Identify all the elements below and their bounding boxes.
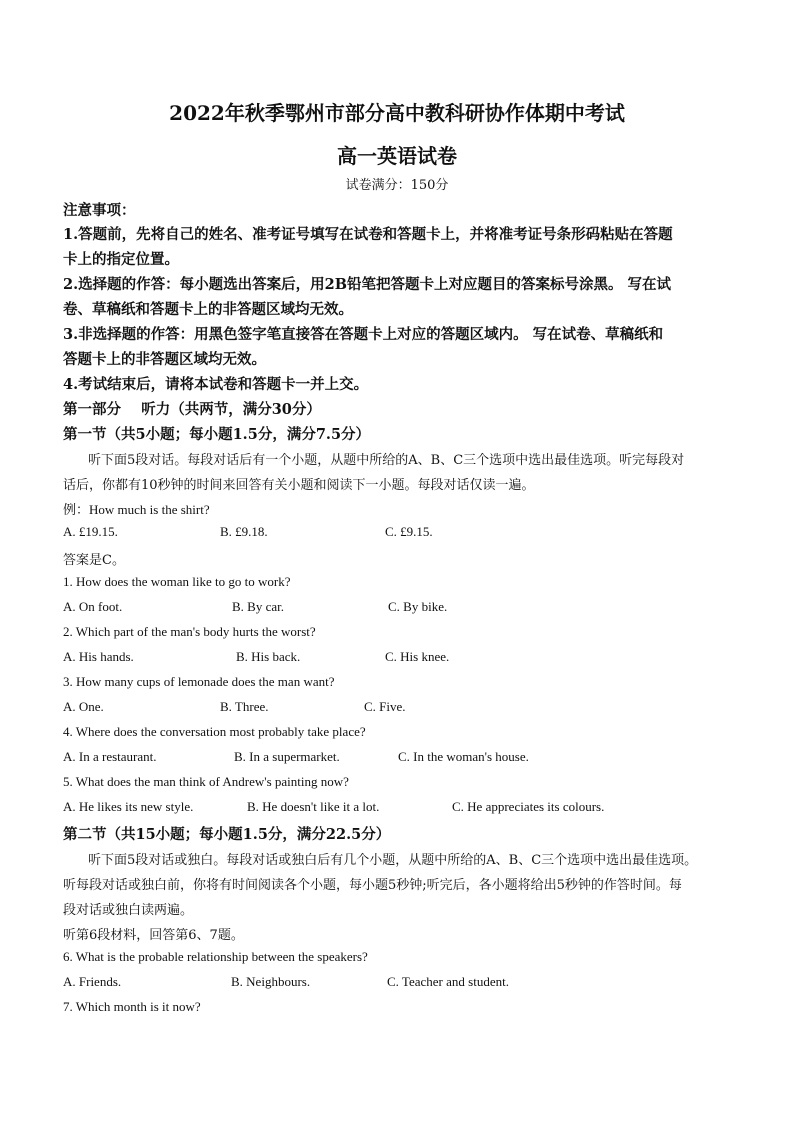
notice-item-3b: 答题卡上的非答题区域均无效。 [63, 351, 266, 368]
notice-item-2b: 卷、草稿纸和答题卡上的非答题区域均无效。 [63, 301, 353, 318]
q1-option-a: A. On foot. [63, 599, 123, 614]
question-3: 3. How many cups of lemonade does the man want? [63, 674, 335, 689]
q3-option-a: A. One. [63, 699, 104, 714]
q1-option-c: C. By bike. [388, 599, 448, 614]
q4-option-c: C. In the woman's house. [398, 749, 529, 764]
q2-option-a: A. His hands. [63, 649, 134, 664]
q5-option-a: A. He likes its new style. [63, 799, 194, 814]
question-7: 7. Which month is it now? [63, 999, 201, 1014]
q5-option-b: B. He doesn't like it a lot. [247, 799, 380, 814]
question-6: 6. What is the probable relationship between the speakers? [63, 949, 368, 964]
question-5: 5. What does the man think of Andrew's painting now? [63, 774, 349, 789]
q3-option-b: B. Three. [220, 699, 269, 714]
material-6-heading: 听第6段材料，回答第6、7题。 [63, 928, 244, 943]
example-answer: 答案是C。 [63, 553, 125, 568]
q5-option-c: C. He appreciates its colours. [452, 799, 605, 814]
notice-item-1b: 卡上的指定位置。 [63, 251, 179, 268]
exam-title: 2022年秋季鄂州市部分高中教科研协作体期中考试 [169, 101, 625, 125]
section1-instruction-a: 听下面5段对话。每段对话后有一个小题，从题中所给的A、B、C三个选项中选出最佳选项。听完每段对 [88, 453, 685, 468]
section1-instruction-b: 话后，你都有10秒钟的时间来回答有关小题和阅读下一小题。每段对话仅读一遍。 [63, 478, 535, 493]
q6-option-a: A. Friends. [63, 974, 122, 989]
section2-instruction-a: 听下面5段对话或独白。每段对话或独白后有几个小题，从题中所给的A、B、C三个选项中选出最佳选项。 [88, 853, 698, 868]
section2-instruction-b: 听每段对话或独白前，你将有时间阅读各个小题，每小题5秒钟;听完后，各小题将给出5秒钟的作答时间。每 [63, 878, 682, 893]
q1-option-b: B. By car. [232, 599, 284, 614]
q3-option-c: C. Five. [364, 699, 406, 714]
question-2: 2. Which part of the man's body hurts the worst? [63, 624, 316, 639]
notice-item-2a: 2.选择题的作答：每小题选出答案后，用2B铅笔把答题卡上对应题目的答案标号涂黑。 写在试 [63, 276, 672, 293]
q4-option-b: B. In a supermarket. [234, 749, 340, 764]
q2-option-c: C. His knee. [385, 649, 450, 664]
section2-instruction-c: 段对话或独白读两遍。 [63, 903, 194, 918]
q6-option-c: C. Teacher and student. [387, 974, 509, 989]
exam-subtitle: 高一英语试卷 [337, 144, 457, 168]
example-option-a: A. £19.15. [63, 524, 118, 539]
part1-heading: 第一部分 听力（共两节，满分30分） [63, 401, 321, 418]
section1-heading: 第一节（共5小题；每小题1.5分，满分7.5分） [63, 426, 371, 443]
question-1: 1. How does the woman like to go to work? [63, 574, 291, 589]
full-score: 试卷满分：150分 [345, 178, 449, 193]
q4-option-a: A. In a restaurant. [63, 749, 157, 764]
q2-option-b: B. His back. [236, 649, 301, 664]
example-question: 例：How much is the shirt? [63, 502, 210, 517]
notice-heading: 注意事项： [63, 202, 136, 219]
q6-option-b: B. Neighbours. [231, 974, 311, 989]
notice-item-3a: 3.非选择题的作答：用黑色签字笔直接答在答题卡上对应的答题区域内。 写在试卷、草稿纸和 [63, 326, 664, 343]
example-option-b: B. £9.18. [220, 524, 268, 539]
notice-item-4: 4.考试结束后，请将本试卷和答题卡一并上交。 [63, 376, 369, 393]
question-4: 4. Where does the conversation most probably take place? [63, 724, 366, 739]
section2-heading: 第二节（共15小题；每小题1.5分，满分22.5分） [63, 826, 391, 843]
notice-item-1a: 1.答题前，先将自己的姓名、准考证号填写在试卷和答题卡上，并将准考证号条形码粘贴在答题 [63, 226, 673, 243]
example-option-c: C. £9.15. [385, 524, 433, 539]
